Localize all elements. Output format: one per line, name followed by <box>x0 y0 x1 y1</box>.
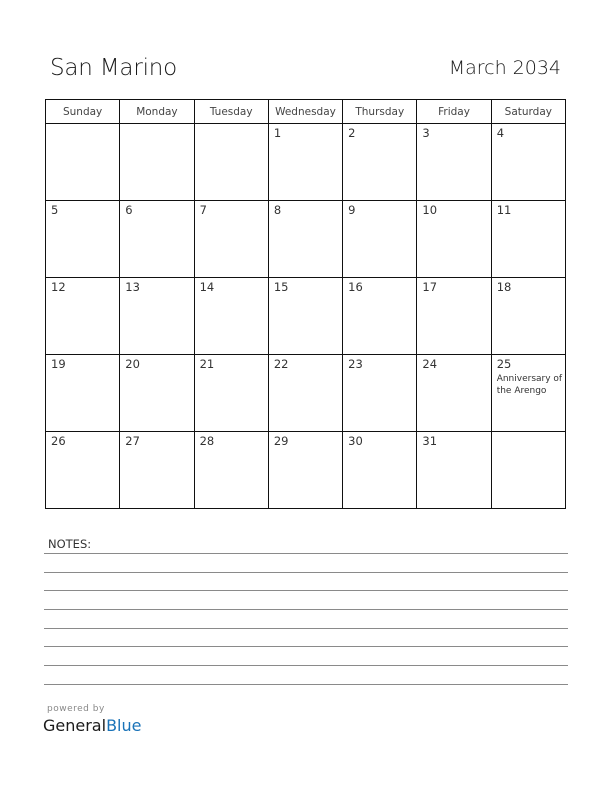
day-cell <box>268 355 342 432</box>
day-number: 25 <box>496 357 512 371</box>
day-cell <box>343 355 417 432</box>
week-row <box>46 432 566 509</box>
day-cell <box>417 278 491 355</box>
brand-general: General <box>43 716 107 735</box>
day-number: 4 <box>496 126 505 140</box>
day-cell <box>417 355 491 432</box>
day-cell <box>46 278 120 355</box>
notes-label: NOTES: <box>48 537 92 551</box>
day-number: 24 <box>422 357 438 371</box>
day-number: 7 <box>199 203 207 217</box>
day-cell <box>46 355 120 432</box>
week-row <box>46 278 566 355</box>
weekday-wednesday: Wednesday <box>268 100 342 124</box>
calendar-grid <box>45 99 566 509</box>
day-number: 14 <box>199 280 215 294</box>
note-line <box>44 572 568 573</box>
generalblue-logo[interactable] <box>43 716 141 735</box>
day-cell <box>120 355 194 432</box>
day-number: 26 <box>51 434 66 448</box>
day-number: 23 <box>348 357 363 371</box>
day-cell <box>120 278 194 355</box>
weekday-sunday: Sunday <box>46 100 120 124</box>
day-cell <box>268 201 342 278</box>
day-number: 31 <box>422 434 438 448</box>
brand-blue: Blue <box>106 716 142 735</box>
weekday-thursday: Thursday <box>343 100 417 124</box>
month-year-title: March 2034 <box>448 57 561 79</box>
week-row <box>46 201 566 278</box>
weekday-header-row <box>46 100 566 124</box>
day-cell <box>194 201 268 278</box>
day-number: 2 <box>348 126 356 140</box>
day-number: 11 <box>496 203 512 217</box>
note-line <box>44 553 568 554</box>
day-cell <box>46 201 120 278</box>
day-number: 19 <box>51 357 66 371</box>
day-cell <box>417 201 491 278</box>
note-line <box>44 646 568 647</box>
day-number: 30 <box>348 434 363 448</box>
day-cell <box>46 432 120 509</box>
day-number: 13 <box>125 280 140 294</box>
note-line <box>44 590 568 591</box>
day-cell <box>343 201 417 278</box>
day-cell <box>491 432 565 509</box>
day-number: 6 <box>125 203 133 217</box>
day-number: 12 <box>51 280 66 294</box>
day-number: 21 <box>199 357 215 371</box>
week-row <box>46 124 566 201</box>
day-cell <box>194 355 268 432</box>
day-number: 1 <box>273 126 282 140</box>
day-number: 8 <box>273 203 282 217</box>
day-cell <box>194 124 268 201</box>
day-cell <box>491 201 565 278</box>
day-cell <box>120 124 194 201</box>
weekday-friday: Friday <box>417 100 491 124</box>
note-line <box>44 665 568 666</box>
day-number: 20 <box>125 357 140 371</box>
day-number: 10 <box>422 203 438 217</box>
day-cell <box>268 432 342 509</box>
day-cell <box>194 432 268 509</box>
day-cell <box>268 278 342 355</box>
weekday-tuesday: Tuesday <box>194 100 268 124</box>
day-cell <box>491 124 565 201</box>
day-cell <box>343 432 417 509</box>
day-number: 27 <box>125 434 140 448</box>
day-number: 15 <box>273 280 289 294</box>
day-number: 22 <box>273 357 289 371</box>
weekday-monday: Monday <box>120 100 194 124</box>
day-number: 28 <box>199 434 215 448</box>
note-line <box>44 628 568 629</box>
day-number: 5 <box>51 203 59 217</box>
weekday-saturday: Saturday <box>491 100 565 124</box>
day-cell <box>343 278 417 355</box>
day-cell <box>343 124 417 201</box>
day-cell <box>491 278 565 355</box>
day-cell <box>268 124 342 201</box>
powered-by-text: powered by <box>47 704 105 714</box>
day-cell <box>417 124 491 201</box>
day-cell <box>120 432 194 509</box>
day-cell <box>194 278 268 355</box>
day-number: 9 <box>348 203 356 217</box>
week-row <box>46 355 566 432</box>
note-line <box>44 684 568 685</box>
day-number: 3 <box>422 126 430 140</box>
day-number: 29 <box>273 434 289 448</box>
day-cell-holiday <box>491 355 565 432</box>
country-title: San Marino <box>50 55 178 81</box>
day-cell <box>46 124 120 201</box>
day-number: 16 <box>348 280 363 294</box>
day-number: 17 <box>422 280 438 294</box>
holiday-label: Anniversary of the Arengo <box>496 374 563 396</box>
day-cell <box>120 201 194 278</box>
note-line <box>44 609 568 610</box>
day-number: 18 <box>496 280 512 294</box>
day-cell <box>417 432 491 509</box>
